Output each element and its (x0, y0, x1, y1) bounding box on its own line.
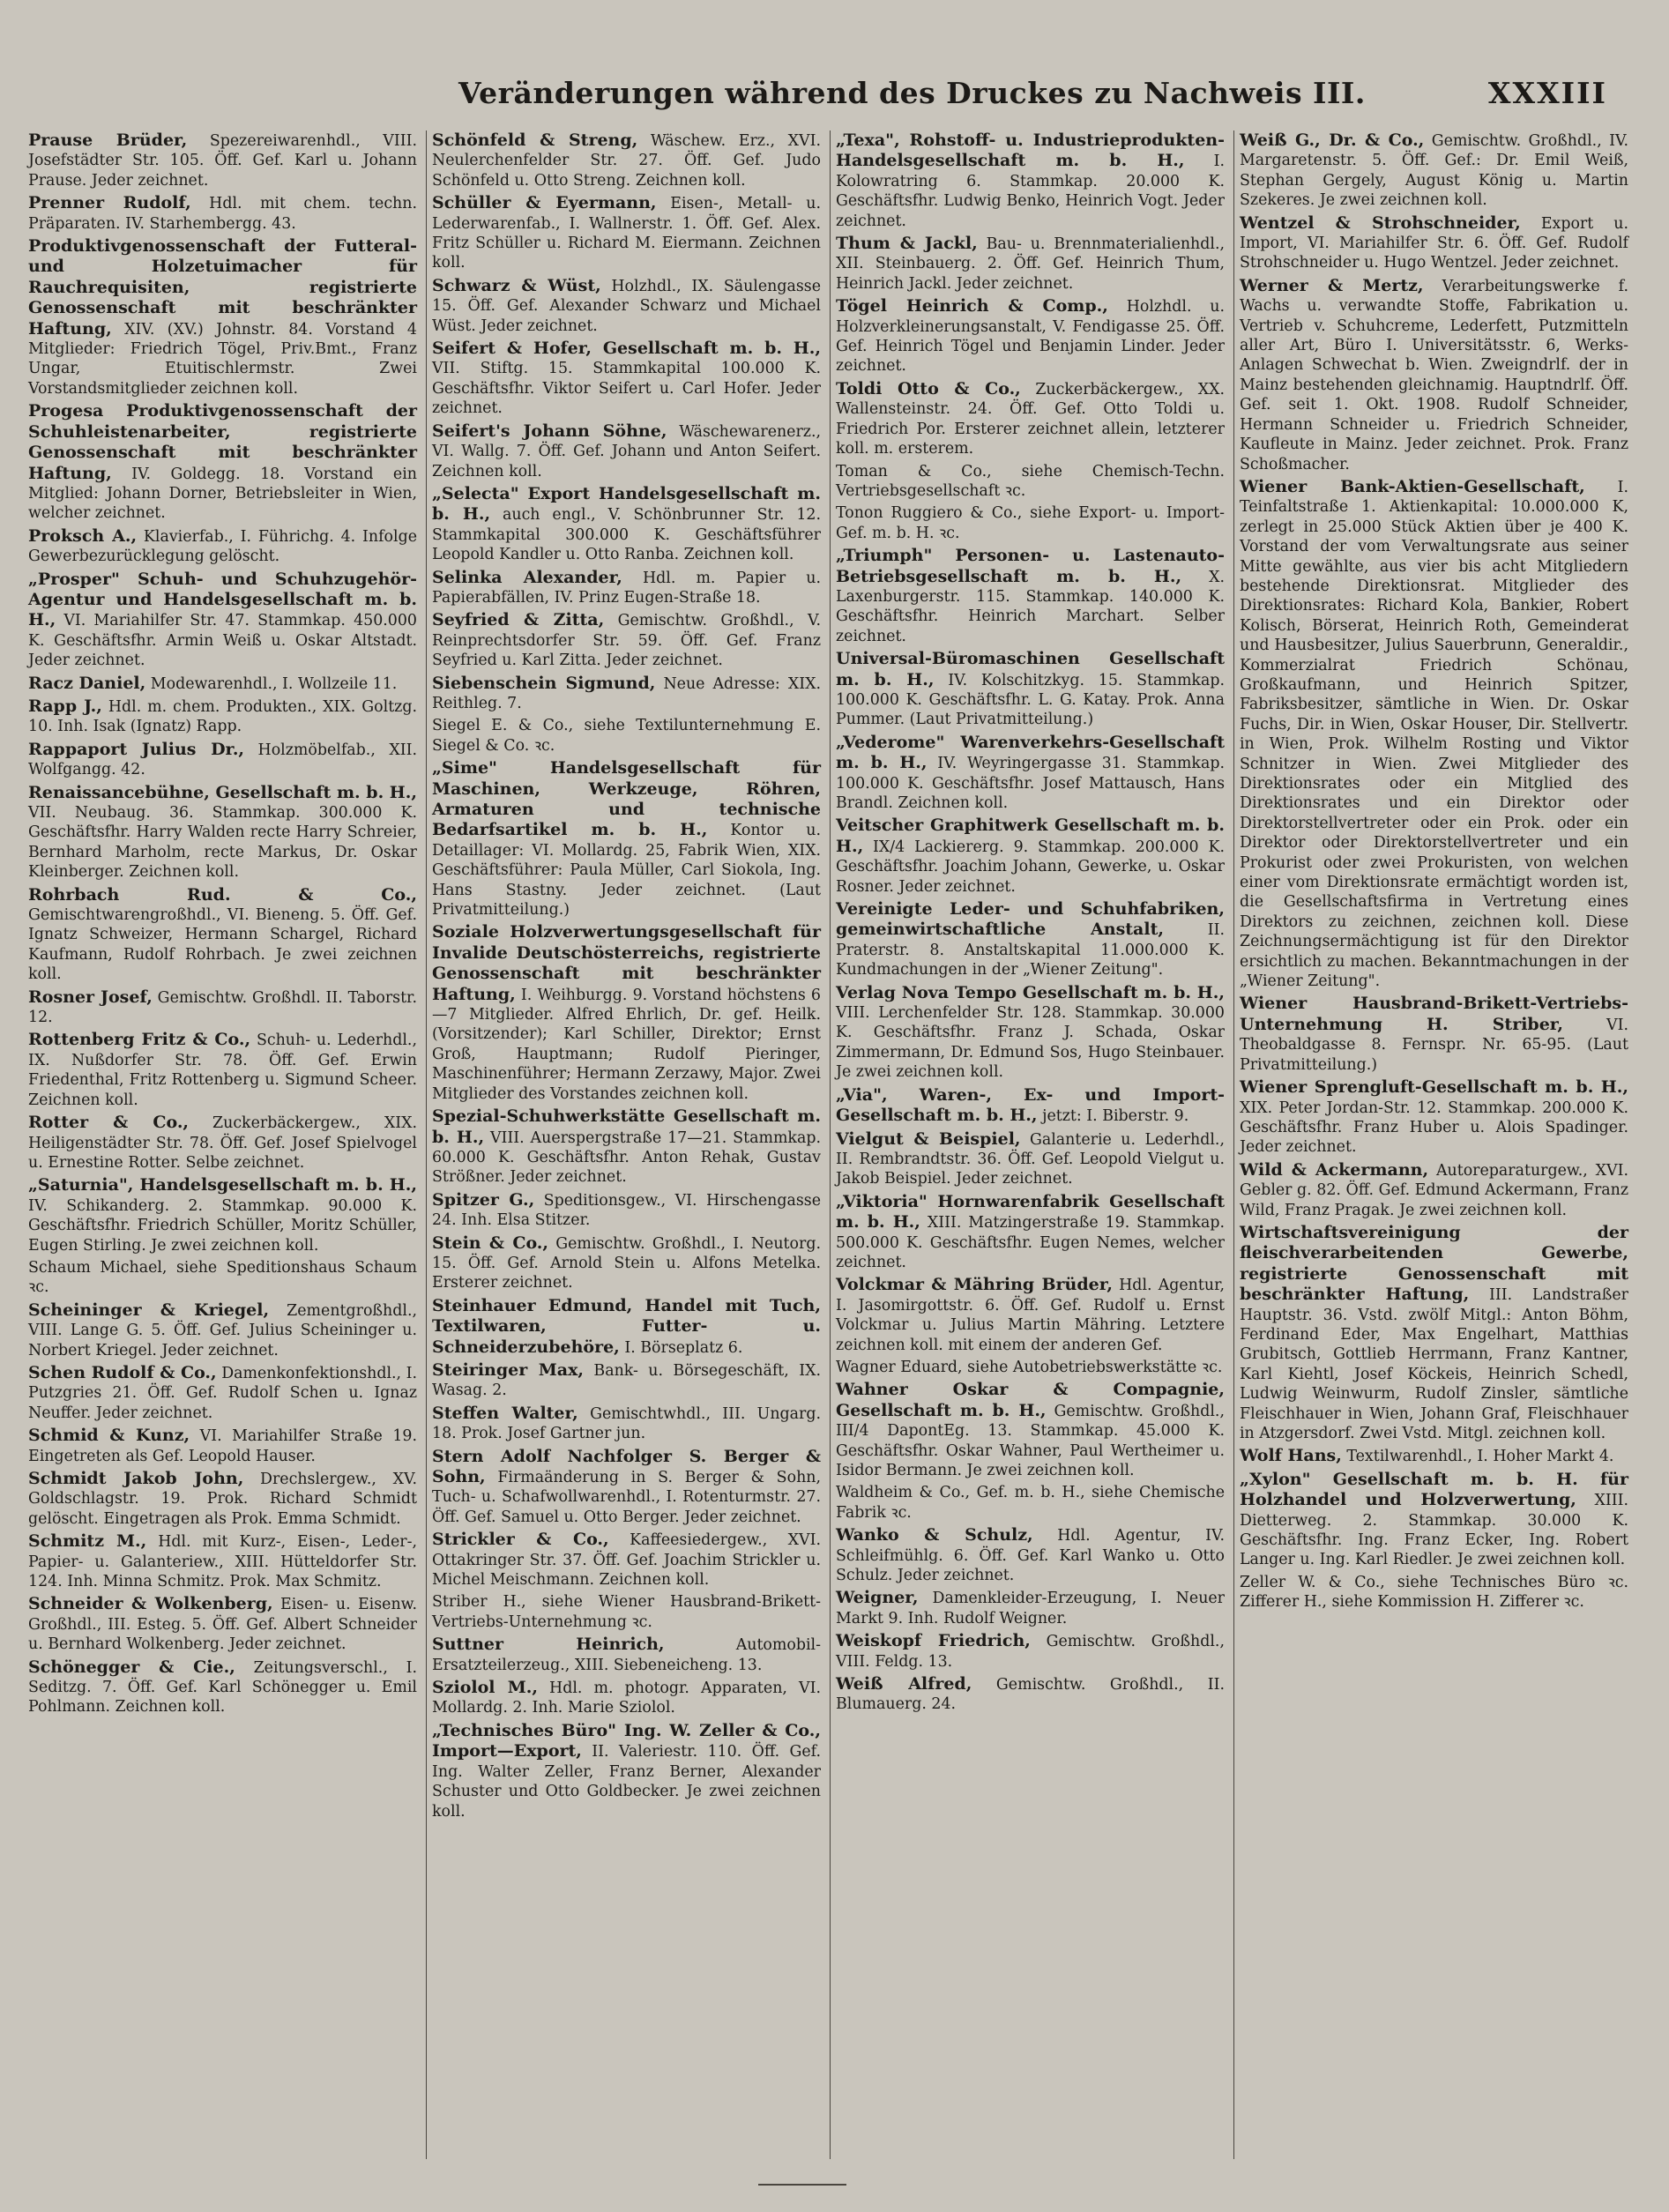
entry-text: Hdl. mit chem. techn. Präparaten. IV. Starhembergg. 43. (28, 195, 417, 233)
entry-text: III. Landstraßer Hauptstr. 36. Vstd. zwölf Mitgl.: Anton Böhm, Ferdinand Eder, Max Engelhart, Matthias Grubitsch, Gottlieb Herrmann, Franz Kantner, Karl Kiehtl, Josef Köckeis, Heinrich Schedl, Ludwig Weinwurm, Rudolf Zinsler, sämtliche Fleischhauer in Wien, Johann Graf, Fleischhauer in Atzgersdorf. Zwei Vstd. Mitgl. zeichnen koll. (1240, 1286, 1628, 1442)
directory-entry (432, 568, 821, 608)
directory-entry (1240, 1077, 1628, 1158)
entry-name: Siebenschein Sigmund, (432, 673, 656, 693)
entry-name: „Viktoria" Hornwarenfabrik Gesellschaft m. b. H., (836, 1191, 1225, 1233)
entry-text: Modewarenhdl., I. Wollzeile 11. (150, 674, 398, 693)
entry-text: auch engl., V. Schönbrunner Str. 12. Stammkapital 300.000 K. Geschäftsführer Leopold Kandler u. Otto Ranba. Zeichnen koll. (432, 506, 821, 564)
entry-name: Schen Rudolf & Co., (28, 1362, 217, 1382)
entry-text: Zuckerbäckergew., XX. Wallensteinstr. 24. Öff. Gef. Otto Toldi u. Friedrich Por. Ersterer zeichnet allein, letzterer koll. m. ersterem. (836, 380, 1226, 458)
entry-name: Sziolol M., (432, 1678, 538, 1698)
directory-entry (28, 1657, 417, 1717)
entry-name: Volckmar & Mähring Brüder, (836, 1275, 1113, 1295)
footer-rule (758, 2184, 846, 2186)
entry-name: Schmid & Kunz, (28, 1426, 190, 1446)
entry-name: Seifert & Hofer, Gesellschaft m. b. H., (432, 339, 821, 359)
entry-text: XIII. Dietterweg. 2. Stammkap. 30.000 K. Geschäftsfhr. Ing. Franz Ecker, Ing. Robert Langer u. Ing. Karl Riedler. Je zwei zeichnen koll. (1240, 1492, 1628, 1569)
directory-entry (836, 983, 1225, 1083)
directory-entry (836, 733, 1225, 814)
page-header (0, 76, 1669, 129)
entry-text: Toman & Co., siehe Chemisch-Techn. Vertriebsgesellschaft ꝛc. (836, 462, 1225, 500)
directory-entry (28, 674, 417, 694)
page-title: Veränderungen während des Druckes zu Nachweis III. (458, 76, 1366, 110)
entry-name: Wiener Sprengluft-Gesellschaft m. b. H., (1240, 1077, 1628, 1098)
entry-text: Verarbeitungswerke f. Wachs u. verwandte Stoffe, Fabrikation u. Vertrieb v. Schuhcreme, Lederfett, Putzmitteln aller Art, Büro I. Universitätsstr. 6, Werks-Anlagen Schwechat b. Wien. Zweigndrlf. der in Mainz bestehenden gleichnamig. Hauptndrlf. Öff. Gef. seit 1. Okt. 1908. Rudolf Schneider, Hermann Schneider u. Friedrich Schneider, Kaufleute in Mainz. Jeder zeichnet. Prok. Franz Schoßmacher. (1240, 277, 1629, 473)
columns (23, 130, 1637, 2159)
directory-entry (1240, 1160, 1628, 1220)
directory-entry (432, 1190, 821, 1231)
entry-text: VII. Stiftg. 15. Stammkapital 100.000 K. Geschäftsfhr. Viktor Seifert u. Carl Hofer. Jeder zeichnet. (432, 360, 821, 418)
directory-entry (1240, 994, 1628, 1075)
entry-name: Schneider & Wolkenberg, (28, 1594, 273, 1614)
entry-text: Zementgroßhdl., VIII. Lange G. 5. Öff. Gef. Julius Scheininger u. Norbert Kriegel. Jeder zeichnet. (28, 1301, 418, 1359)
entry-text: XIV. (XV.) Johnstr. 84. Vorstand 4 Mitglieder: Friedrich Tögel, Priv.Bmt., Franz Ungar, Etuitischlermstr. Zwei Vorstandsmitglieder zeichnen koll. (28, 320, 418, 398)
entry-text: VIII. Auerspergstraße 17—21. Stammkap. 60.000 K. Geschäftsfhr. Anton Rehak, Gustav Strößner. Jeder zeichnet. (432, 1128, 822, 1187)
entry-text: Kontor u. Detaillager: VI. Mollardg. 25, Fabrik Wien, XIX. Geschäftsführer: Paula Müller, Carl Siokola, Ing. Hans Stastny. Jeder zeichnet. (Laut Privatmitteilung.) (432, 822, 821, 920)
entry-text: IV. Goldegg. 18. Vorstand ein Mitglied: Johann Dorner, Betriebsleiter in Wien, welcher zeichnet. (28, 465, 417, 523)
directory-entry (28, 401, 417, 523)
directory-entry (1240, 276, 1628, 474)
directory-entry (836, 379, 1225, 459)
entry-text: Hdl. m. photogr. Apparaten, VI. Mollardg. 2. Inh. Marie Sziolol. (432, 1679, 821, 1717)
entry-text: VII. Neubaug. 36. Stammkap. 300.000 K. Geschäftsfhr. Harry Walden recte Harry Schreier, Bernhard Marholm, recte Markus, Dr. Oskar Kleinberger. Zeichnen koll. (28, 804, 417, 882)
entry-text: Zeller W. & Co., siehe Technisches Büro ꝛc. Zifferer H., siehe Kommission H. Zifferer ꝛc. (1240, 1573, 1628, 1612)
directory-entry (28, 1469, 417, 1529)
entry-name: Rohrbach Rud. & Co., (28, 884, 417, 905)
directory-entry (836, 1129, 1225, 1189)
directory-entry (28, 1426, 417, 1466)
directory-entry (28, 1363, 417, 1423)
directory-entry (1240, 1446, 1628, 1466)
directory-entry (432, 1721, 821, 1821)
entry-text: Gemischtw. Großhdl., V. Reinprechtsdorfer Str. 59. Öff. Gef. Franz Seyfried u. Karl Zitta. Jeder zeichnet. (432, 612, 821, 670)
entry-name: Schüller & Eyermann, (432, 193, 657, 213)
entry-text: Autoreparaturgew., XVI. Gebler g. 82. Öff. Gef. Edmund Ackermann, Franz Wild, Franz Pragak. Je zwei zeichnen koll. (1240, 1161, 1628, 1219)
entry-text: jetzt: I. Biberstr. 9. (1042, 1107, 1189, 1126)
entry-text: Gemischtw. Großhdl. II. Taborstr. 12. (28, 988, 417, 1027)
entry-text: Firmaänderung in S. Berger & Sohn, Tuch- u. Schafwollwarenhdl., I. Rotenturmstr. 27. Öff. Gef. Samuel u. Otto Berger. Jeder zeichnet. (432, 1469, 821, 1526)
directory-entry (28, 526, 417, 567)
entry-text: IV. Weyringergasse 31. Stammkap. 100.000 K. Geschäftsfhr. Josef Mattausch, Hans Brandl. Zeichnen koll. (836, 755, 1225, 812)
entry-text: Damenkleider-Erzeugung, I. Neuer Markt 9. Inh. Rudolf Weigner. (836, 1590, 1225, 1627)
entry-text: Zeitungsverschl., I. Seditzg. 7. Öff. Gef. Karl Schönegger u. Emil Pohlmann. Zeichnen koll. (28, 1658, 417, 1717)
entry-text: Klavierfab., I. Führichg. 4. Infolge Gewerbezurücklegung gelöscht. (28, 527, 417, 566)
entry-name: Prause Brüder, (28, 130, 188, 150)
entry-text: I. Börseplatz 6. (624, 1338, 743, 1357)
entry-name: Wiener Hausbrand-Brikett-Vertriebs-Unternehmung H. Striber, (1240, 994, 1628, 1034)
entry-name: Steiringer Max, (432, 1359, 585, 1380)
entry-text: XIX. Peter Jordan-Str. 12. Stammkap. 200.000 K. Geschäftsfhr. Franz Huber u. Alois Spadinger. Jeder zeichnet. (1240, 1099, 1628, 1157)
entry-text: Export u. Import, VI. Mariahilfer Str. 6. Öff. Gef. Rudolf Strohschneider u. Hugo Wentzel. Jeder zeichnet. (1240, 214, 1628, 272)
directory-entry (432, 1360, 821, 1401)
directory-entry (432, 610, 821, 670)
entry-name: Produktivgenossenschaft der Futteral- und Holzetuimacher für Rauchrequisiten, registrierte Genossenschaft mit beschränkter Haftung, (28, 236, 417, 339)
entry-name: „Prosper" Schuh- und Schuhzugehör-Agentur und Handelsgesellschaft m. b. H., (28, 569, 417, 630)
directory-entry (432, 922, 821, 1104)
directory-entry (432, 193, 821, 273)
entry-text: Holzmöbelfab., XII. Wolfgangg. 42. (28, 741, 417, 779)
entry-name: Rosner Josef, (28, 987, 153, 1007)
entry-name: „Sime" Handelsgesellschaft für Maschinen, Werkzeuge, Röhren, Armaturen und technische Bedarfsartikel m. b. H., (432, 758, 821, 840)
entry-text: Kaffeesiedergew., XVI. Ottakringer Str. 37. Öff. Gef. Joachim Strickler u. Michel Meischmann. Zeichnen koll. (432, 1531, 821, 1590)
entry-text: Hdl. m. chem. Produkten., XIX. Goltzg. 10. Inh. Isak (Ignatz) Rapp. (28, 697, 418, 736)
entry-text: VIII. Lerchenfelder Str. 128. Stammkap. 30.000 K. Geschäftsfhr. Franz J. Schada, Oskar Zimmermann, Dr. Edmund Sos, Hugo Steinbauer. Je zwei zeichnen koll. (836, 1004, 1225, 1082)
directory-entry (836, 649, 1225, 730)
directory-entry (1240, 1470, 1628, 1570)
entry-text: VI. Mariahilfer Straße 19. Eingetreten als Gef. Leopold Hauser. (28, 1427, 417, 1465)
entry-text: Gemischtwhdl., III. Ungarg. 18. Prok. Josef Gartner jun. (432, 1404, 822, 1443)
entry-name: Scheininger & Kriegel, (28, 1300, 270, 1320)
entry-name: Prenner Rudolf, (28, 193, 191, 213)
entry-name: Toldi Otto & Co., (836, 378, 1021, 398)
directory-entry (432, 674, 821, 714)
directory-entry (28, 1300, 417, 1360)
directory-entry (836, 1275, 1225, 1355)
entry-name: Seifert's Johann Söhne, (432, 421, 667, 441)
entry-text: I. Kolowratring 6. Stammkap. 20.000 K. Geschäftsfhr. Ludwig Benko, Heinrich Vogt. Jeder zeichnet. (836, 153, 1225, 230)
directory-entry (432, 339, 821, 419)
directory-entry (28, 885, 417, 985)
entry-text: Wäschew. Erz., XVI. Neulerchenfelder Str. 27. Öff. Gef. Judo Schönfeld u. Otto Streng. Zeichnen koll. (432, 132, 821, 190)
page-number: XXXIII (1487, 76, 1607, 110)
directory-entry (836, 1631, 1225, 1672)
entry-name: Tögel Heinrich & Comp., (836, 296, 1108, 317)
entry-name: Strickler & Co., (432, 1530, 609, 1550)
entry-text: Hdl. Agentur, IV. Schleifmühlg. 6. Öff. Gef. Karl Wanko u. Otto Schulz. Jeder zeichnet. (836, 1527, 1225, 1585)
entry-text: Schaum Michael, siehe Speditionshaus Schaum ꝛc. (28, 1258, 417, 1297)
entry-name: Rappaport Julius Dr., (28, 739, 245, 759)
entry-name: Wild & Ackermann, (1240, 1159, 1429, 1180)
entry-name: Rotter & Co., (28, 1113, 190, 1133)
entry-name: „Vederome" Warenverkehrs-Gesellschaft m. b. H., (836, 732, 1225, 773)
entry-name: „Triumph" Personen- u. Lastenauto-Betriebsgesellschaft m. b. H., (836, 546, 1225, 586)
directory-entry (28, 1594, 417, 1654)
entry-name: „Xylon" Gesellschaft m. b. H. für Holzhandel und Holzverwertung, (1240, 1469, 1628, 1510)
directory-entry (836, 1085, 1225, 1127)
entry-text: Holzhdl., IX. Säulengasse 15. Öff. Gef. Alexander Schwarz und Michael Wüst. Jeder zeichnet. (432, 277, 821, 335)
entry-name: Schmitz M., (28, 1531, 147, 1552)
entry-text: Gemischtw. Großhdl., III/4 DapontEg. 13. Stammkap. 45.000 K. Geschäftsfhr. Oskar Wahner, Paul Wertheimer u. Isidor Bermann. Je zwei zeichnen koll. (836, 1402, 1225, 1479)
entry-name: „Via", Waren-, Ex- und Import-Gesellschaft m. b. H., (836, 1084, 1225, 1126)
entry-text: II. Praterstr. 8. Anstaltskapital 11.000.000 K. Kundmachungen in der „Wiener Zeitung". (836, 921, 1225, 979)
entry-text: Neue Adresse: XIX. Reithleg. 7. (432, 674, 821, 712)
entry-name: Rapp J., (28, 696, 102, 716)
entry-name: Wiener Bank-Aktien-Gesellschaft, (1240, 476, 1585, 496)
entry-text: Automobil-Ersatzteilerzeug., XIII. Siebeneicheng. 13. (432, 1636, 821, 1674)
entry-name: Schmidt Jakob John, (28, 1469, 244, 1488)
entry-text: Gemischtw. Großhdl., VIII. Feldg. 13. (836, 1633, 1225, 1671)
entry-name: Verlag Nova Tempo Gesellschaft m. b. H., (836, 982, 1225, 1002)
entry-text: Gemischtw. Großhdl., IV. Margaretenstr. 5. Öff. Gef.: Dr. Emil Weiß, Stephan Gergely, August König u. Martin Szekeres. Je zwei zeichnen koll. (1240, 132, 1629, 210)
directory-entry (28, 130, 417, 190)
entry-text: IX/4 Lackiererg. 9. Stammkap. 200.000 K. Geschäftsfhr. Joachim Johann, Gewerke, u. Oskar Rosner. Jeder zeichnet. (836, 838, 1225, 896)
directory-entry (28, 1175, 417, 1255)
entry-name: Weiß Alfred, (836, 1674, 972, 1694)
entry-text: Hdl. m. Papier u. Papierabfällen, IV. Prinz Eugen-Straße 18. (432, 569, 821, 607)
entry-text: Hdl. Agentur, I. Jasomirgottstr. 6. Öff. Gef. Rudolf u. Ernst Volckmar u. Julius Martin Mähring. Letztere zeichnen koll. mit einem der anderen Gef. (836, 1277, 1226, 1354)
directory-entry (432, 1447, 821, 1528)
entry-text: I. Weihburgg. 9. Vorstand höchstens 6—7 Mitglieder. Alfred Ehrlich, Dr. gef. Heilk. (Vorsitzender); Karl Schiller, Direktor; Ernst Groß, Hauptmann; Rudolf Pieringer, Maschinenführer; Hermann Zerzawy, Major. Zwei Mitglieder des Vorstandes zeichnen koll. (432, 986, 821, 1103)
directory-entry (836, 296, 1225, 376)
directory-entry (432, 1678, 821, 1718)
entry-text: IV. Schikanderg. 2. Stammkap. 90.000 K. Geschäftsfhr. Friedrich Schüller, Moritz Schüller, Eugen Stirling. Je zwei zeichnen koll. (28, 1196, 417, 1255)
directory-entry (432, 130, 821, 190)
entry-name: Weigner, (836, 1588, 919, 1608)
directory-entry (28, 193, 417, 234)
entry-name: Spezial-Schuhwerkstätte Gesellschaft m. b. H., (432, 1106, 821, 1147)
column-4 (1234, 130, 1637, 2159)
entry-text: Hdl. mit Kurz-, Eisen-, Leder-, Papier- u. Galanteriew., XIII. Hütteldorfer Str. 124. Inh. Minna Schmitz. Prok. Max Schmitz. (28, 1533, 418, 1591)
entry-text: Gemischtwarengroßhdl., VI. Bieneng. 5. Öff. Gef. Ignatz Schweizer, Hermann Schargel, Richard Kaufmann, Rudolf Rohrbach. Je zwei zeichnen koll. (28, 906, 417, 984)
entry-name: Rottenberg Fritz & Co., (28, 1030, 251, 1050)
directory-entry (28, 1258, 417, 1298)
directory-entry (836, 1192, 1225, 1273)
entry-name: Wolf Hans, (1240, 1446, 1342, 1466)
entry-name: Weiß G., Dr. & Co., (1240, 130, 1425, 150)
column-3 (831, 130, 1234, 2159)
directory-entry (432, 1106, 821, 1188)
directory-entry (432, 1233, 821, 1293)
directory-entry (28, 740, 417, 780)
directory-entry (1240, 213, 1628, 273)
entry-text: VI. Mariahilfer Str. 47. Stammkap. 450.000 K. Geschäftsfhr. Armin Weiß u. Oskar Altstadt. Jeder zeichnet. (28, 612, 417, 670)
entry-text: Speditionsgew., VI. Hirschengasse 24. Inh. Elsa Stitzer. (432, 1191, 822, 1230)
entry-text: VI. Theobaldgasse 8. Fernspr. Nr. 65-95. (Laut Privatmitteilung.) (1240, 1016, 1628, 1074)
entry-name: Racz Daniel, (28, 673, 146, 693)
entry-name: „Texa", Rohstoff- u. Industrieprodukten-Handelsgesellschaft m. b. H., (836, 130, 1225, 171)
entry-name: Stern Adolf Nachfolger S. Berger & Sohn, (432, 1446, 821, 1486)
entry-name: „Selecta" Export Handelsgesellschaft m. b. H., (432, 483, 821, 525)
entry-text: Wäschewarenerz., VI. Wallg. 7. Öff. Gef. Johann und Anton Seifert. Zeichnen koll. (432, 422, 822, 480)
directory-entry (28, 570, 417, 671)
column-1 (23, 130, 427, 2159)
directory-entry (28, 783, 417, 883)
entry-text: Gemischtw. Großhdl., II. Blumauerg. 24. (836, 1676, 1225, 1714)
entry-text: Bank- u. Börsegeschäft, IX. Wasag. 2. (432, 1361, 821, 1400)
directory-entry (836, 1588, 1225, 1628)
entry-text: Schuh- u. Lederhdl., IX. Nußdorfer Str. 78. Öff. Gef. Erwin Friedenthal, Fritz Rottenberg u. Sigmund Scheer. Zeichnen koll. (28, 1032, 417, 1109)
entry-name: Suttner Heinrich, (432, 1635, 665, 1655)
entry-name: Thum & Jackl, (836, 234, 978, 254)
directory-entry (432, 1635, 821, 1675)
directory-entry (1240, 477, 1628, 992)
entry-name: Proksch A., (28, 525, 138, 546)
directory-entry (28, 987, 417, 1028)
entry-text: Holzhdl. u. Holzverkleinerungsanstalt, V. Fendigasse 25. Öff. Gef. Heinrich Tögel und Benjamin Linder. Jeder zeichnet. (836, 298, 1225, 376)
entry-name: Seyfried & Zitta, (432, 610, 605, 630)
entry-name: Wanko & Schulz, (836, 1525, 1033, 1545)
directory-entry (432, 758, 821, 920)
entry-text: X. Laxenburgerstr. 115. Stammkap. 140.000 K. Geschäftsfhr. Heinrich Marchart. Selber zeichnet. (836, 568, 1225, 645)
entry-text: Spezereiwarenhdl., VIII. Josefstädter Str. 105. Öff. Gef. Karl u. Johann Prause. Jeder zeichnet. (28, 132, 417, 190)
directory-entry (432, 484, 821, 565)
directory-entry (1240, 1223, 1628, 1443)
directory-entry (432, 1296, 821, 1358)
entry-text: Eisen-, Metall- u. Lederwarenfab., I. Wallnerstr. 1. Öff. Gef. Alex. Fritz Schüller u. Richard M. Eiermann. Zeichnen koll. (432, 195, 821, 272)
directory-entry (836, 503, 1225, 543)
directory-entry (836, 1674, 1225, 1715)
entry-name: Veitscher Graphitwerk Gesellschaft m. b. H., (836, 816, 1225, 856)
entry-name: Schwarz & Wüst, (432, 275, 601, 295)
entry-text: Textilwarenhdl., I. Hoher Markt 4. (1346, 1448, 1614, 1466)
entry-name: Soziale Holzverwertungsgesellschaft für Invalide Deutschösterreichs, registrierte Genossenschaft mit beschränkter Haftung, (432, 922, 821, 1004)
directory-entry (28, 236, 417, 398)
entry-text: Galanterie u. Lederhdl., II. Rembrandtstr. 36. Öff. Gef. Leopold Vielgut u. Jakob Beispiel. Jeder zeichnet. (836, 1130, 1225, 1188)
directory-entry (28, 696, 417, 737)
directory-entry (432, 1592, 821, 1632)
directory-entry (836, 1483, 1225, 1523)
entry-name: Vielgut & Beispiel, (836, 1128, 1021, 1149)
entry-text: Tonon Ruggiero & Co., siehe Export- u. Import-Gef. m. b. H. ꝛc. (836, 504, 1225, 542)
entry-name: „Technisches Büro" Ing. W. Zeller & Co., Import—Export, (432, 1720, 821, 1761)
directory-entry (432, 1404, 821, 1444)
directory-entry (1240, 130, 1628, 211)
directory-entry (836, 899, 1225, 980)
entry-text: Eisen- u. Eisenw. Großhdl., III. Esteg. 5. Öff. Gef. Albert Schneider u. Bernhard Wolkenberg. Jeder zeichnet. (28, 1596, 417, 1654)
entry-text: Damenkonfektionshdl., I. Putzgries 21. Öff. Gef. Rudolf Schen u. Ignaz Neuffer. Jeder zeichnet. (28, 1364, 417, 1422)
entry-name: Progesa Produktivgenossenschaft der Schuhleistenarbeiter, registrierte Genossenschaft mit beschränkter Haftung, (28, 401, 417, 483)
entry-name: Universal-Büromaschinen Gesellschaft m. b. H., (836, 649, 1225, 689)
directory-entry (432, 276, 821, 336)
entry-text: Wagner Eduard, siehe Autobetriebswerkstätte ꝛc. (836, 1358, 1223, 1376)
entry-text: Siegel E. & Co., siehe Textilunternehmung E. Siegel & Co. ꝛc. (432, 717, 821, 755)
entry-text: Striber H., siehe Wiener Hausbrand-Brikett-Vertriebs-Unternehmung ꝛc. (432, 1593, 821, 1631)
entry-name: „Saturnia", Handelsgesellschaft m. b. H., (28, 1175, 417, 1195)
directory-entry (836, 1525, 1225, 1585)
directory-entry (836, 1380, 1225, 1480)
entry-name: Selinka Alexander, (432, 567, 622, 587)
entry-name: Wirtschaftsvereinigung der fleischverarbeitenden Gewerbe, registrierte Genossenschaft mit beschränkter Haftung, (1240, 1222, 1628, 1305)
directory-entry (432, 716, 821, 756)
directory-entry (28, 1113, 417, 1173)
directory-entry (836, 816, 1225, 897)
entry-name: Weiskopf Friedrich, (836, 1631, 1031, 1651)
entry-name: Steinhauer Edmund, Handel mit Tuch, Textilwaren, Futter- u. Schneiderzubehöre, (432, 1295, 821, 1357)
entry-text: Gemischtw. Großhdl., I. Neutorg. 15. Öff. Gef. Arnold Stein u. Alfons Metelka. Ersterer zeichnet. (432, 1234, 821, 1292)
directory-entry (836, 546, 1225, 646)
entry-name: Schönfeld & Streng, (432, 130, 638, 150)
entry-name: Werner & Mertz, (1240, 275, 1424, 295)
entry-text: I. Teinfaltstraße 1. Aktienkapital: 10.000.000 K, zerlegt in 25.000 Stück Aktien über je 400 K. Vorstand der vom Verwaltungsrate aus seiner Mitte gewählte, aus vier bis acht Mitgliedern bestehende Direktionsrat. Mitglieder des Direktionsrates: Richard Kola, Bankier, Robert Kolisch, Börserat, Heinrich Roth, Gemeinderat und Hausbesitzer, Julius Sauerbrunn, Generaldir., Kommerzialrat Friedrich Schönau, Großkaufmann, und Heinrich Spitzer, Fabriksbesitzer, sämtliche in Wien. Dr. Oskar Fuchs, Dir. in Wien, Oskar Houser, Dir. Stellvertr. in Wien, Prok. Wilhelm Rosting und Viktor Schnitzer in Wien. Zwei Mitglieder des Direktionsrates oder ein Mitglied des Direktionsrates und ein Direktor oder Direktorstellvertreter oder ein Prok. oder ein Direktor oder Direktorstellvertreter und ein Prokurist oder zwei Prokuristen, von welchen einer vom Direktionsrate ermächtigt worden ist, die Gesellschaftsfirma in Vertretung eines Direktors zu zeichnen, zeichnen koll. Diese Zeichnungsermächtigung ist für den Direktor ersichtlich zu machen. Bekanntmachungen in der „Wiener Zeitung". (1240, 478, 1629, 991)
entry-text: II. Valeriestr. 110. Öff. Gef. Ing. Walter Zeller, Franz Berner, Alexander Schuster und Otto Goldbecker. Je zwei zeichnen koll. (432, 1743, 821, 1821)
directory-entry (432, 421, 821, 481)
entry-name: Wentzel & Strohschneider, (1240, 212, 1521, 233)
entry-name: Schönegger & Cie., (28, 1657, 235, 1677)
entry-text: IV. Kolschitzkyg. 15. Stammkap. 100.000 K. Geschäftsfhr. L. G. Katay. Prok. Anna Pummer. (Laut Privatmitteilung.) (836, 671, 1225, 729)
directory-entry (432, 1530, 821, 1590)
directory-entry (836, 462, 1225, 502)
directory-entry (836, 1358, 1225, 1377)
entry-text: Waldheim & Co., Gef. m. b. H., siehe Chemische Fabrik ꝛc. (836, 1484, 1225, 1522)
directory-entry (1240, 1573, 1628, 1612)
directory-entry (836, 234, 1225, 294)
entry-name: Stein & Co., (432, 1233, 549, 1253)
entry-name: Steffen Walter, (432, 1403, 578, 1423)
entry-name: Vereinigte Leder- und Schuhfabriken, gemeinwirtschaftliche Anstalt, (836, 899, 1225, 940)
entry-name: Renaissancebühne, Gesellschaft m. b. H., (28, 782, 417, 802)
entry-text: Drechslergew., XV. Goldschlagstr. 19. Prok. Richard Schmidt gelöscht. Eingetragen als Prok. Emma Schmidt. (28, 1471, 418, 1528)
directory-entry (28, 1030, 417, 1110)
directory-entry (28, 1531, 417, 1591)
entry-text: XIII. Matzingerstraße 19. Stammkap. 500.000 K. Geschäftsfhr. Eugen Nemes, welcher zeichnet. (836, 1214, 1225, 1271)
entry-name: Wahner Oskar & Compagnie, Gesellschaft m. b. H., (836, 1380, 1225, 1420)
directory-entry (836, 130, 1225, 231)
entry-text: Bau- u. Brennmaterialienhdl., XII. Steinbauerg. 2. Öff. Gef. Heinrich Thum, Heinrich Jackl. Jeder zeichnet. (836, 235, 1226, 293)
column-2 (427, 130, 831, 2159)
entry-name: Spitzer G., (432, 1189, 535, 1210)
entry-text: Zuckerbäckergew., XIX. Heiligenstädter Str. 78. Öff. Gef. Josef Spielvogel u. Ernestine Rotter. Selbe zeichnet. (28, 1114, 417, 1172)
